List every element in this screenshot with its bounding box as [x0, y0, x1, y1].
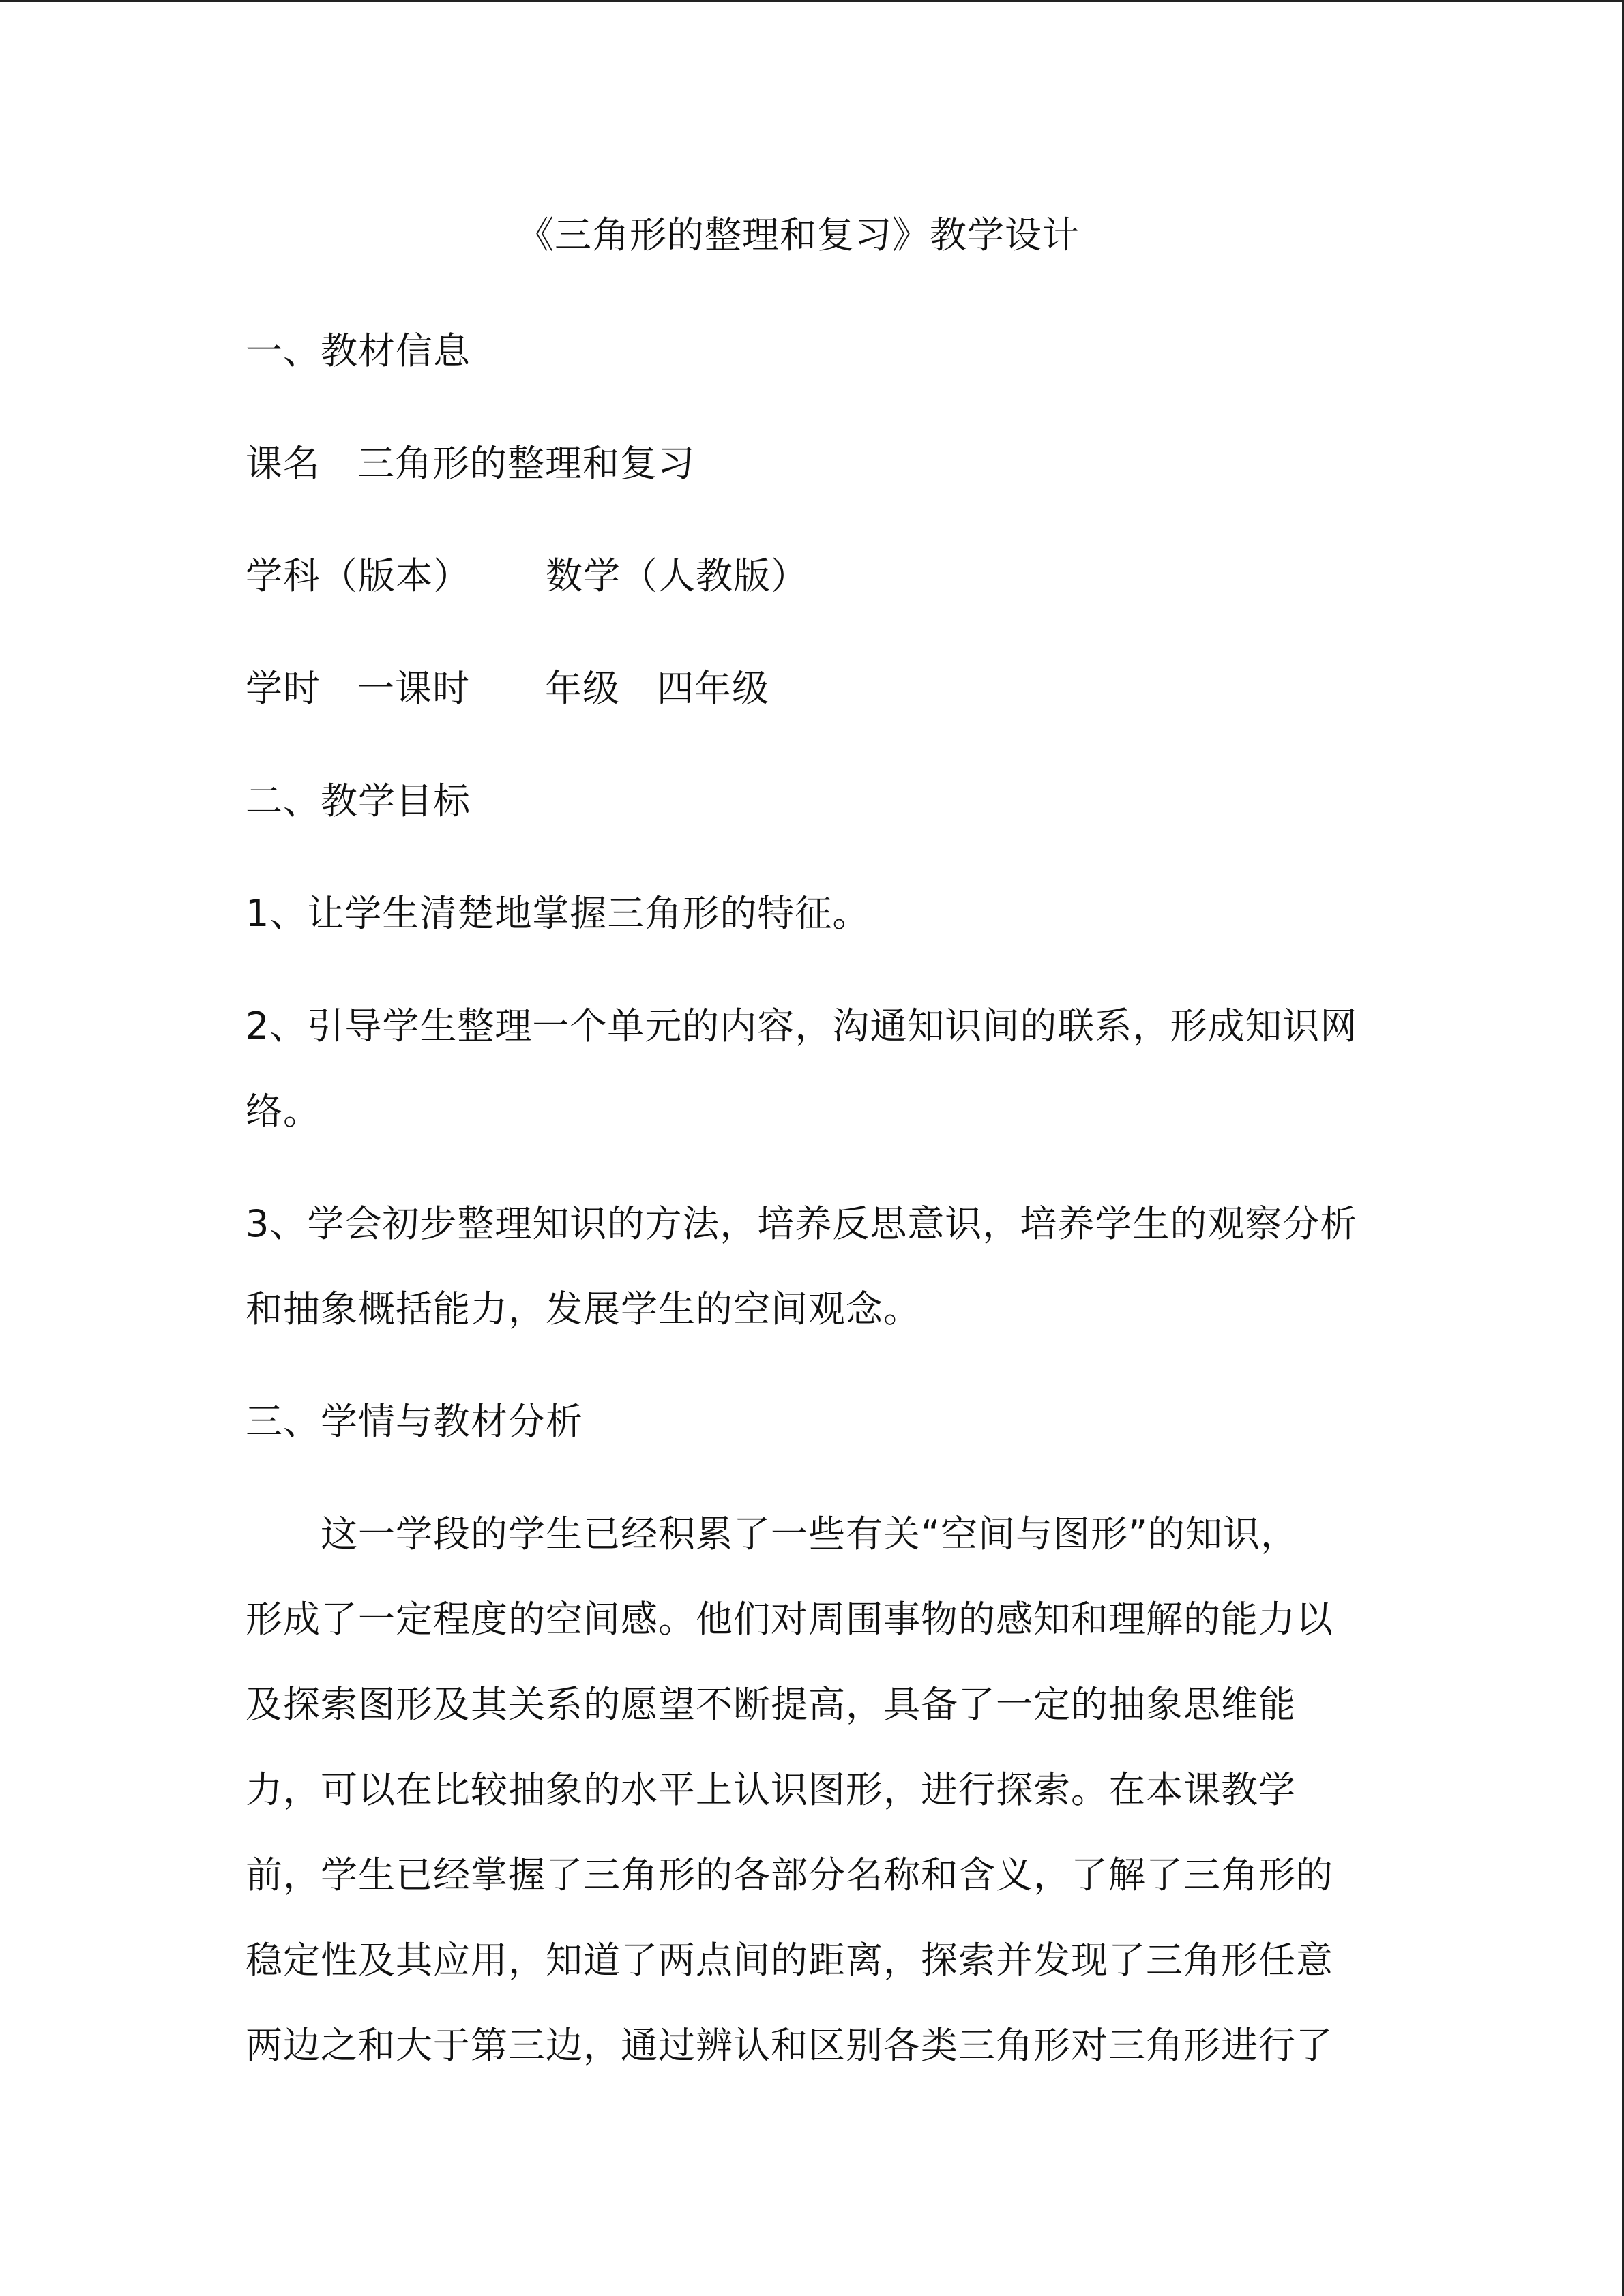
document-title: 《三角形的整理和复习》教学设计	[517, 213, 1080, 256]
page-top-border	[0, 0, 1624, 2]
analysis-paragraph-line: 这一学段的学生已经积累了一些有关“空间与图形”的知识，	[321, 1512, 1298, 1555]
analysis-paragraph-line: 形成了一定程度的空间感。他们对周围事物的感知和理解的能力以	[246, 1598, 1333, 1641]
grade-value: 四年级	[657, 667, 769, 710]
goal-2-line-1: 2、引导学生整理一个单元的内容，沟通知识间的联系，形成知识网	[246, 1004, 1358, 1047]
subject-label: 学科（版本）	[246, 554, 471, 597]
section-heading-materials: 一、教材信息	[246, 329, 471, 372]
subject-row	[246, 552, 808, 600]
period-grade-row	[246, 665, 769, 713]
analysis-paragraph-line: 前，学生已经掌握了三角形的各部分名称和含义，了解了三角形的	[246, 1853, 1333, 1896]
section-heading-goals: 二、教学目标	[246, 779, 471, 822]
goal-3-line-2: 和抽象概括能力，发展学生的空间观念。	[246, 1287, 921, 1330]
section-heading-analysis: 三、学情与教材分析	[246, 1400, 583, 1443]
goal-3-line-1: 3、学会初步整理知识的方法，培养反思意识，培养学生的观察分析	[246, 1202, 1358, 1245]
goal-2-line-2: 络。	[246, 1090, 321, 1133]
analysis-paragraph-line: 及探索图形及其关系的愿望不断提高，具备了一定的抽象思维能	[246, 1683, 1296, 1726]
subject-value: 数学（人教版）	[546, 554, 808, 597]
goal-1: 1、让学生清楚地掌握三角形的特征。	[246, 892, 870, 935]
course-name-label: 课名	[246, 442, 321, 485]
period-value: 一课时	[357, 667, 470, 710]
grade-label: 年级	[545, 667, 620, 710]
course-name-row	[246, 440, 695, 488]
course-name-value: 三角形的整理和复习	[357, 442, 695, 485]
analysis-paragraph-line: 稳定性及其应用，知道了两点间的距离，探索并发现了三角形任意	[246, 1939, 1333, 1982]
period-label: 学时	[246, 667, 321, 710]
analysis-paragraph-line: 力，可以在比较抽象的水平上认识图形，进行探索。在本课教学	[246, 1768, 1296, 1811]
analysis-paragraph-line: 两边之和大于第三边，通过辨认和区别各类三角形对三角形进行了	[246, 2024, 1333, 2067]
